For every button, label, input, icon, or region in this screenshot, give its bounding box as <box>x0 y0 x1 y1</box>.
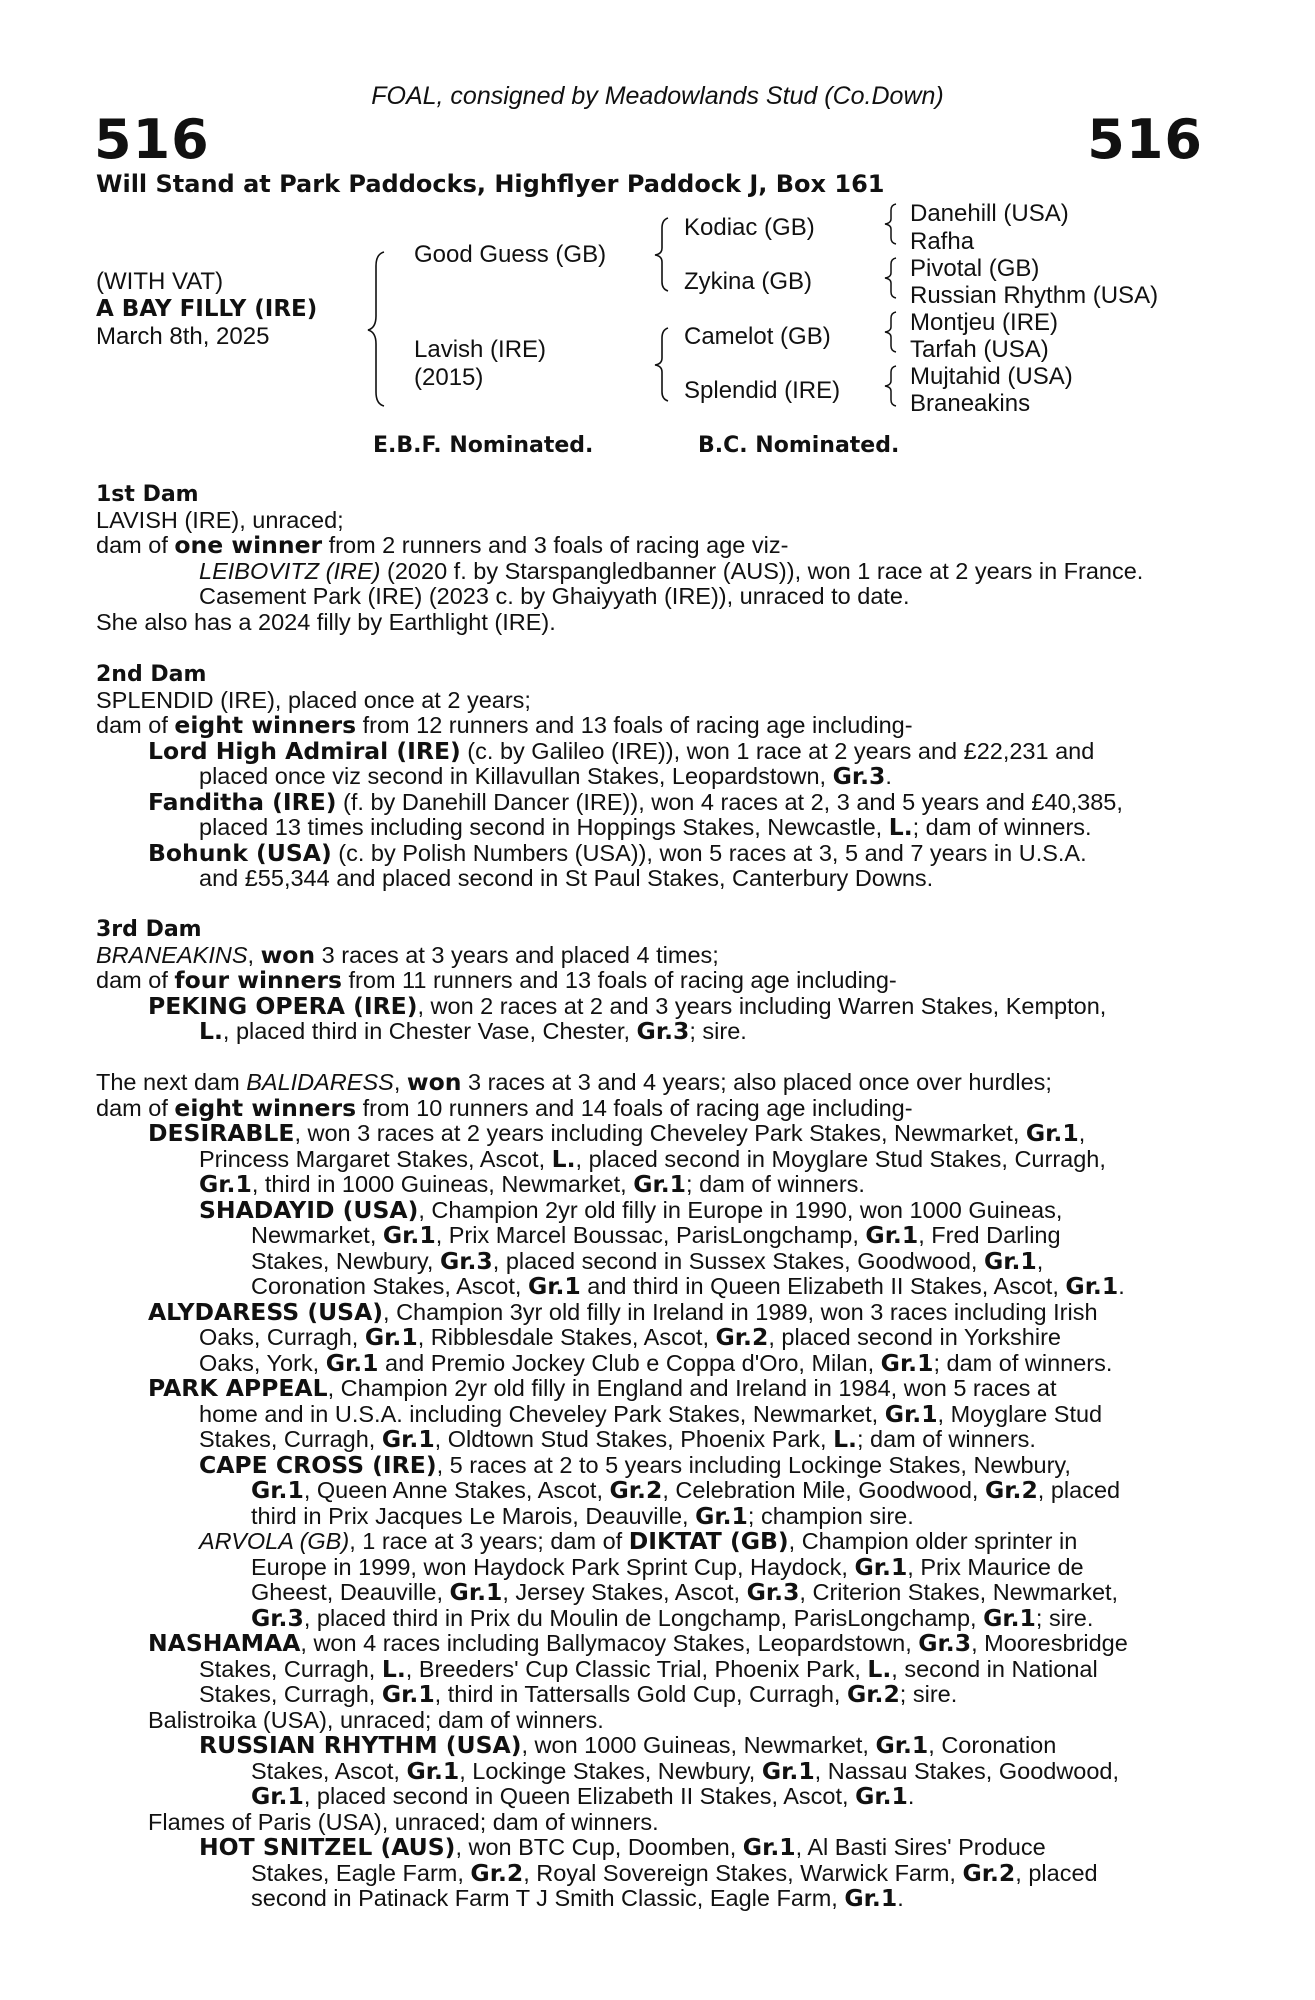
horse-name: A BAY FILLY (IRE) <box>96 296 318 322</box>
sire: Good Guess (GB) <box>414 241 607 268</box>
produce-arvola: ARVOLA (GB), 1 race at 3 years; dam of DIKTAT (GB), Champion older sprinter in <box>199 1527 1078 1555</box>
produce-hot-snitzel-cont: second in Patinack Farm T J Smith Classic, Eagle Farm, Gr.1. <box>251 1884 904 1912</box>
produce-alydaress: ALYDARESS (USA), Champion 3yr old filly in Ireland in 1989, won 3 races including Irish <box>148 1297 1098 1326</box>
produce-hot-snitzel-cont: Stakes, Eagle Farm, Gr.2, Royal Sovereign Stakes, Warwick Farm, Gr.2, placed <box>251 1858 1098 1887</box>
ebf-nomination: E.B.F. Nominated. <box>373 433 594 458</box>
produce-cape-cross-cont: Gr.1, Queen Anne Stakes, Ascot, Gr.2, Celebration Mile, Goodwood, Gr.2, placed <box>251 1476 1121 1504</box>
lot-number-left: 516 <box>94 108 210 171</box>
produce-flames-of-paris: Flames of Paris (USA), unraced; dam of winners. <box>148 1808 659 1835</box>
produce-cape-cross-cont: third in Prix Jacques Le Marois, Deauville, Gr.1; champion sire. <box>251 1501 914 1530</box>
produce-lord-high-admiral-cont: placed once viz second in Killavullan Stakes, Leopardstown, Gr.3. <box>199 762 892 790</box>
second-dam-line: SPLENDID (IRE), placed once at 2 years; <box>96 686 531 713</box>
produce-bohunk-cont: and £55,344 and placed second in St Paul Stakes, Canterbury Downs. <box>199 865 934 891</box>
produce-casement-park: Casement Park (IRE) (2023 c. by Ghaiyyath (IRE)), unraced to date. <box>199 583 910 609</box>
produce-alydaress-cont: Oaks, York, Gr.1 and Premio Jockey Club e Coppa d'Oro, Milan, Gr.1; dam of winners. <box>199 1348 1113 1377</box>
produce-bohunk: Bohunk (USA) (c. by Polish Numbers (USA)), won 5 races at 3, 5 and 7 years in U.S.A. <box>148 838 1087 867</box>
produce-desirable-cont: Princess Margaret Stakes, Ascot, L., placed second in Moyglare Stud Stakes, Curragh, <box>199 1144 1106 1173</box>
sire-dam: Zykina (GB) <box>684 268 813 295</box>
produce-cape-cross: CAPE CROSS (IRE), 5 races at 2 to 5 years including Lockinge Stakes, Newbury, <box>199 1450 1071 1479</box>
third-dam-heading: 3rd Dam <box>96 917 202 942</box>
dam-sire: Camelot (GB) <box>684 323 831 350</box>
produce-desirable: DESIRABLE, won 3 races at 2 years including Cheveley Park Stakes, Newmarket, Gr.1, <box>148 1119 1086 1147</box>
second-dam-heading: 2nd Dam <box>96 662 207 687</box>
produce-peking-opera: PEKING OPERA (IRE), won 2 races at 2 and 3 years including Warren Stakes, Kempton, <box>148 991 1107 1020</box>
produce-arvola-cont: Gheest, Deauville, Gr.1, Jersey Stakes, Ascot, Gr.3, Criterion Stakes, Newmarket, <box>251 1578 1119 1606</box>
produce-russian-rhythm-cont: Stakes, Ascot, Gr.1, Lockinge Stakes, Newbury, Gr.1, Nassau Stakes, Goodwood, <box>251 1756 1120 1785</box>
dam-dam-sire: Mujtahid (USA) <box>910 363 1073 390</box>
lot-number-right: 516 <box>1087 108 1203 171</box>
produce-russian-rhythm-cont: Gr.1, placed second in Queen Elizabeth II Stakes, Ascot, Gr.1. <box>251 1782 915 1810</box>
produce-arvola-cont: Europe in 1999, won Haydock Park Sprint Cup, Haydock, Gr.1, Prix Maurice de <box>251 1552 1084 1581</box>
brace-ds <box>880 308 900 356</box>
produce-fanditha: Fanditha (IRE) (f. by Danehill Dancer (IRE)), won 4 races at 2, 3 and 5 years and £40,385, <box>148 787 1123 816</box>
sire-sire-sire: Danehill (USA) <box>910 200 1069 227</box>
brace-ss <box>880 200 900 248</box>
bc-nomination: B.C. Nominated. <box>698 433 900 458</box>
sire-sire-dam: Rafha <box>910 228 975 255</box>
brace-dd <box>880 362 900 410</box>
produce-peking-opera-cont: L., placed third in Chester Vase, Chester, Gr.3; sire. <box>199 1017 747 1045</box>
first-dam-section <box>96 482 1206 635</box>
next-dam-section <box>96 1070 1206 1912</box>
brace-sd <box>880 254 900 302</box>
dam: Lavish (IRE) <box>414 336 547 363</box>
sire-dam-sire: Pivotal (GB) <box>910 255 1040 282</box>
third-dam-section <box>96 917 1206 1045</box>
produce-nashamaa: NASHAMAA, won 4 races including Ballymacoy Stakes, Leopardstown, Gr.3, Mooresbridge <box>148 1629 1128 1657</box>
vat-label: (WITH VAT) <box>96 268 224 295</box>
produce-russian-rhythm: RUSSIAN RHYTHM (USA), won 1000 Guineas, Newmarket, Gr.1, Coronation <box>199 1731 1057 1759</box>
second-dam-produce-summary: dam of eight winners from 12 runners and 13 foals of racing age including- <box>96 711 913 739</box>
sire-dam-dam: Russian Rhythm (USA) <box>910 282 1159 309</box>
stand-location: Will Stand at Park Paddocks, Highflyer Paddock J, Box 161 <box>96 170 885 198</box>
sire-sire: Kodiac (GB) <box>684 214 815 241</box>
consignor-line: FOAL, consigned by Meadowlands Stud (Co.Down) <box>371 82 944 110</box>
dam-year: (2015) <box>414 364 484 391</box>
first-dam-line: LAVISH (IRE), unraced; <box>96 506 344 533</box>
produce-alydaress-cont: Oaks, Curragh, Gr.1, Ribblesdale Stakes, Ascot, Gr.2, placed second in Yorkshire <box>199 1323 1061 1351</box>
produce-nashamaa-cont: Stakes, Curragh, Gr.1, third in Tattersalls Gold Cup, Curragh, Gr.2; sire. <box>199 1680 958 1708</box>
first-dam-note: She also has a 2024 filly by Earthlight (IRE). <box>96 608 556 635</box>
dam-dam-dam: Braneakins <box>910 390 1031 417</box>
second-dam-section <box>96 662 1206 892</box>
next-dam-line: The next dam BALIDARESS, won 3 races at 3 and 4 years; also placed once over hurdles; <box>96 1068 1052 1096</box>
produce-fanditha-cont: placed 13 times including second in Hoppings Stakes, Newcastle, L.; dam of winners. <box>199 813 1092 841</box>
third-dam-line: BRANEAKINS, won 3 races at 3 years and placed 4 times; <box>96 940 719 969</box>
sire-brace <box>650 212 672 297</box>
produce-shadayid-cont: Coronation Stakes, Ascot, Gr.1 and third in Queen Elizabeth II Stakes, Ascot, Gr.1. <box>251 1272 1125 1300</box>
dam-sire-sire: Montjeu (IRE) <box>910 309 1059 336</box>
third-dam-produce-summary: dam of four winners from 11 runners and 13 foals of racing age including- <box>96 966 897 994</box>
produce-leibovitz: LEIBOVITZ (IRE) (2020 f. by Starspangledbanner (AUS)), won 1 race at 2 years in France. <box>199 557 1144 584</box>
dam-sire-dam: Tarfah (USA) <box>910 336 1049 363</box>
foaling-date: March 8th, 2025 <box>96 323 270 350</box>
first-dam-produce-summary: dam of one winner from 2 runners and 3 foals of racing age viz- <box>96 531 789 559</box>
dam-brace <box>650 322 672 407</box>
pedigree-main-brace <box>360 240 390 415</box>
produce-desirable-cont: Gr.1, third in 1000 Guineas, Newmarket, Gr.1; dam of winners. <box>199 1170 865 1198</box>
next-dam-produce-summary: dam of eight winners from 10 runners and 14 foals of racing age including- <box>96 1093 913 1122</box>
produce-park-appeal-cont: home and in U.S.A. including Cheveley Park Stakes, Newmarket, Gr.1, Moyglare Stud <box>199 1399 1103 1428</box>
produce-park-appeal-cont: Stakes, Curragh, Gr.1, Oldtown Stud Stakes, Phoenix Park, L.; dam of winners. <box>199 1425 1036 1453</box>
produce-park-appeal: PARK APPEAL, Champion 2yr old filly in England and Ireland in 1984, won 5 races at <box>148 1374 1057 1402</box>
produce-hot-snitzel: HOT SNITZEL (AUS), won BTC Cup, Doomben, Gr.1, Al Basti Sires' Produce <box>199 1833 1046 1861</box>
produce-balistroika: Balistroika (USA), unraced; dam of winners. <box>148 1706 604 1733</box>
dam-dam: Splendid (IRE) <box>684 377 841 404</box>
produce-nashamaa-cont: Stakes, Curragh, L., Breeders' Cup Classic Trial, Phoenix Park, L., second in National <box>199 1654 1098 1683</box>
first-dam-heading: 1st Dam <box>96 482 199 507</box>
produce-lord-high-admiral: Lord High Admiral (IRE) (c. by Galileo (IRE)), won 1 race at 2 years and £22,231 and <box>148 736 1095 765</box>
produce-shadayid-cont: Newmarket, Gr.1, Prix Marcel Boussac, ParisLongchamp, Gr.1, Fred Darling <box>251 1221 1061 1249</box>
produce-arvola-cont: Gr.3, placed third in Prix du Moulin de Longchamp, ParisLongchamp, Gr.1; sire. <box>251 1603 1094 1632</box>
produce-shadayid-cont: Stakes, Newbury, Gr.3, placed second in Sussex Stakes, Goodwood, Gr.1, <box>251 1246 1044 1275</box>
produce-shadayid: SHADAYID (USA), Champion 2yr old filly in Europe in 1990, won 1000 Guineas, <box>199 1195 1063 1224</box>
